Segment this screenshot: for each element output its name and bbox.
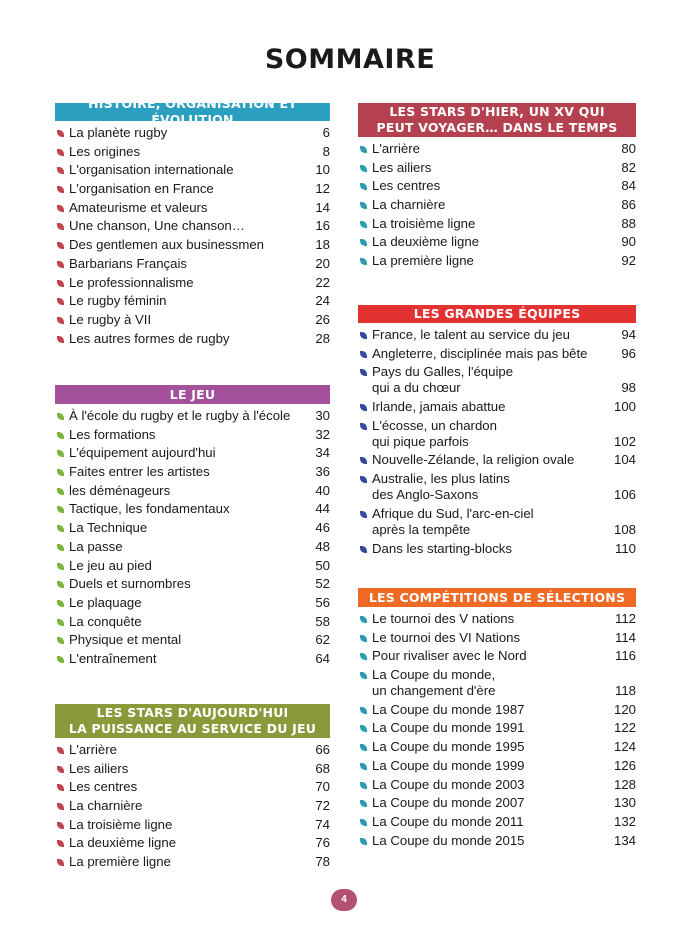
toc-entry[interactable] (55, 445, 330, 461)
leaf-bullet-icon (57, 619, 64, 626)
toc-entry-page: 130 (613, 795, 636, 811)
toc-entry-page: 120 (613, 701, 636, 717)
toc-entry-title: Les ailiers (372, 159, 432, 175)
toc-entry-title: L'équipement aujourd'hui (69, 445, 216, 461)
toc-entry-page: 8 (322, 143, 330, 159)
section-header-line: LES COMPÉTITIONS DE SÉLECTIONS (368, 589, 626, 605)
toc-entry-page: 18 (315, 237, 330, 253)
toc-entry-title: Le professionnalisme (69, 274, 194, 290)
toc-entry-title: Faites entrer les artistes (69, 464, 210, 480)
toc-entry-title: Duels et surnombres (69, 576, 191, 592)
toc-entry[interactable] (55, 144, 330, 160)
toc-entry-page: 16 (315, 218, 330, 234)
toc-entry-page: 48 (315, 538, 330, 554)
leaf-bullet-icon (57, 506, 64, 513)
section-header (358, 588, 636, 607)
leaf-bullet-icon (360, 635, 367, 642)
leaf-bullet-icon (57, 242, 64, 249)
toc-entry[interactable] (55, 483, 330, 499)
leaf-bullet-icon (57, 822, 64, 829)
page-title: SOMMAIRE (264, 44, 436, 75)
leaf-bullet-icon (57, 656, 64, 663)
toc-entry-title: La Coupe du monde 1991 (372, 720, 525, 736)
toc-entry[interactable] (358, 739, 636, 755)
toc-entry[interactable] (358, 758, 636, 774)
toc-entry[interactable] (55, 558, 330, 574)
section-header-line: LA PUISSANCE AU SERVICE DU JEU (68, 721, 317, 736)
toc-entry-title: Physique et mental (69, 632, 182, 648)
toc-entry-title: La deuxième ligne (69, 835, 177, 851)
toc-entry[interactable] (55, 854, 330, 870)
toc-entry-page: 116 (614, 648, 636, 664)
toc-entry-page: 34 (315, 445, 330, 461)
section-header-line: LES GRANDES ÉQUIPES (413, 306, 581, 321)
leaf-bullet-icon (57, 205, 64, 212)
entry-list (358, 141, 636, 269)
toc-entry-page: 70 (315, 779, 330, 795)
leaf-bullet-icon (57, 784, 64, 791)
leaf-bullet-icon (360, 838, 367, 845)
toc-entry-page: 26 (315, 311, 330, 327)
toc-entry-title: La deuxième ligne (372, 234, 480, 250)
toc-entry-title: L'organisation internationale (69, 162, 234, 178)
toc-entry-title: Des gentlemen aux businessmen (69, 237, 264, 253)
toc-entry[interactable] (358, 833, 636, 849)
toc-entry[interactable] (55, 427, 330, 443)
toc-entry-title: La première ligne (372, 253, 474, 269)
toc-entry-page: 90 (621, 234, 636, 250)
leaf-bullet-icon (360, 351, 367, 358)
toc-entry-page: 82 (621, 159, 636, 175)
leaf-bullet-icon (57, 149, 64, 156)
toc-entry-page: 52 (315, 576, 330, 592)
toc-entry-title: L'écosse, un chardon (372, 417, 497, 433)
toc-entry-page: 84 (621, 178, 636, 194)
toc-entry[interactable] (55, 761, 330, 777)
entry-list (358, 327, 636, 557)
leaf-bullet-icon (360, 258, 367, 265)
toc-entry-title: Les autres formes de rugby (69, 330, 230, 346)
toc-entry-page: 134 (613, 832, 636, 848)
toc-entry-title: La conquête (69, 613, 142, 629)
section-histoire (55, 96, 330, 349)
toc-entry-page: 74 (315, 816, 330, 832)
toc-entry[interactable] (358, 141, 636, 157)
toc-entry-title: Le tournoi des V nations (372, 611, 515, 626)
toc-entry-page: 50 (315, 557, 330, 573)
toc-entry-title: L'arrière (372, 141, 420, 156)
toc-entry-title: Dans les starting-blocks (372, 540, 512, 556)
toc-entry-title: qui a du chœur (372, 380, 461, 396)
leaf-bullet-icon (360, 653, 367, 660)
toc-entry-page: 28 (315, 330, 330, 346)
toc-entry[interactable] (358, 346, 636, 362)
leaf-bullet-icon (57, 488, 64, 495)
section-header-line: PEUT VOYAGER… DANS LE TEMPS (376, 120, 618, 135)
section-header (55, 385, 330, 404)
toc-entry-title: Les formations (69, 426, 156, 442)
leaf-bullet-icon (360, 221, 367, 228)
toc-entry-title: après la tempête (372, 521, 471, 537)
toc-entry-page: 108 (613, 521, 636, 537)
toc-entry[interactable] (55, 614, 330, 630)
page-number: 4 (331, 889, 357, 911)
leaf-bullet-icon (360, 476, 367, 483)
toc-entry[interactable] (55, 835, 330, 851)
toc-entry[interactable] (358, 506, 636, 538)
section-header-line: HISTOIRE, ORGANISATION ET ÉVOLUTION (88, 96, 297, 127)
entry-list (55, 408, 330, 667)
toc-entry-title: La charnière (69, 798, 143, 814)
toc-entry-title: La Coupe du monde 1999 (372, 757, 525, 773)
toc-entry-title: Le jeu au pied (69, 557, 152, 573)
leaf-bullet-icon (57, 525, 64, 532)
leaf-bullet-icon (57, 803, 64, 810)
leaf-bullet-icon (57, 747, 64, 754)
toc-entry-title: Irlande, jamais abattue (372, 399, 506, 415)
leaf-bullet-icon (360, 744, 367, 751)
toc-entry-page: 24 (315, 293, 330, 309)
toc-entry-title: L'entraînement (69, 650, 157, 666)
toc-entry-title: La première ligne (69, 854, 171, 870)
section-le-jeu (55, 385, 330, 670)
leaf-bullet-icon (360, 725, 367, 732)
toc-entry[interactable] (55, 312, 330, 328)
toc-entry-title: La Coupe du monde, (372, 667, 496, 683)
leaf-bullet-icon (360, 672, 367, 679)
toc-entry[interactable] (358, 399, 636, 415)
toc-entry-title: un changement d'ère (372, 683, 496, 699)
toc-entry[interactable] (358, 452, 636, 468)
toc-entry[interactable] (55, 256, 330, 272)
toc-entry-title: La charnière (372, 197, 446, 213)
leaf-bullet-icon (57, 766, 64, 773)
leaf-bullet-icon (57, 581, 64, 588)
toc-entry-title: La Coupe du monde 2003 (372, 776, 525, 792)
toc-entry-title: La Coupe du monde 1987 (372, 701, 525, 717)
toc-entry-title: Les ailiers (69, 760, 129, 776)
toc-entry[interactable] (358, 667, 636, 699)
toc-entry[interactable] (358, 178, 636, 194)
toc-entry-title: Tactique, les fondamentaux (69, 501, 230, 517)
toc-entry[interactable] (358, 234, 636, 250)
toc-entry-page: 72 (315, 798, 330, 814)
leaf-bullet-icon (360, 819, 367, 826)
leaf-bullet-icon (57, 600, 64, 607)
entry-list (358, 611, 636, 849)
toc-entry-title: Afrique du Sud, l'arc-en-ciel (372, 505, 534, 521)
toc-entry-page: 118 (614, 683, 636, 699)
toc-entry[interactable] (358, 720, 636, 736)
toc-entry-title: les déménageurs (69, 482, 171, 498)
toc-entry-page: 36 (315, 464, 330, 480)
toc-entry-page: 66 (315, 742, 330, 757)
toc-entry-page: 22 (315, 274, 330, 290)
toc-entry[interactable] (55, 218, 330, 234)
toc-entry-title: Le rugby féminin (69, 293, 167, 309)
toc-entry-page: 76 (315, 835, 330, 851)
toc-entry-title: À l'école du rugby et le rugby à l'école (69, 408, 291, 423)
toc-entry[interactable] (358, 648, 636, 664)
toc-entry[interactable] (55, 501, 330, 517)
leaf-bullet-icon (57, 450, 64, 457)
toc-entry-page: 102 (613, 433, 636, 449)
toc-entry-page: 78 (315, 854, 330, 870)
section-header-line: LE JEU (169, 386, 216, 402)
entry-list (55, 125, 330, 347)
leaf-bullet-icon (57, 261, 64, 268)
leaf-bullet-icon (57, 432, 64, 439)
toc-entry-page: 14 (315, 199, 330, 215)
toc-entry-title: des Anglo-Saxons (372, 487, 479, 503)
section-grandes-equipes (358, 305, 636, 559)
entry-list (55, 742, 330, 870)
leaf-bullet-icon (57, 298, 64, 305)
toc-entry[interactable] (358, 160, 636, 176)
leaf-bullet-icon (360, 800, 367, 807)
toc-entry[interactable] (55, 632, 330, 648)
toc-entry[interactable] (358, 197, 636, 213)
toc-entry[interactable] (55, 464, 330, 480)
section-stars-aujourdhui (55, 704, 330, 873)
section-header (358, 103, 636, 137)
leaf-bullet-icon (57, 223, 64, 230)
toc-entry-page: 46 (315, 520, 330, 536)
toc-entry-title: Barbarians Français (69, 255, 188, 271)
toc-entry[interactable] (358, 630, 636, 646)
toc-entry-page: 98 (621, 380, 636, 396)
toc-entry[interactable] (55, 539, 330, 555)
section-header-line: LES STARS D'AUJOURD'HUI (96, 705, 289, 720)
leaf-bullet-icon (360, 202, 367, 209)
leaf-bullet-icon (57, 469, 64, 476)
toc-entry-page: 112 (614, 611, 636, 626)
toc-entry-title: France, le talent au service du jeu (372, 327, 570, 342)
toc-entry-page: 44 (315, 501, 330, 517)
toc-entry-title: Pays du Galles, l'équipe (372, 364, 514, 380)
toc-entry-title: La Coupe du monde 2011 (372, 813, 524, 829)
leaf-bullet-icon (57, 859, 64, 866)
leaf-bullet-icon (57, 544, 64, 551)
section-header (55, 96, 330, 127)
toc-entry-page: 58 (315, 613, 330, 629)
toc-entry-title: La Coupe du monde 2007 (372, 795, 525, 811)
toc-entry-page: 32 (315, 426, 330, 442)
toc-entry[interactable] (55, 200, 330, 216)
toc-entry-page: 10 (315, 162, 330, 178)
toc-entry[interactable] (358, 418, 636, 450)
leaf-bullet-icon (57, 186, 64, 193)
toc-entry-page: 6 (322, 125, 330, 140)
toc-entry-page: 94 (621, 327, 636, 342)
leaf-bullet-icon (360, 763, 367, 770)
toc-entry-title: Les centres (69, 779, 138, 795)
toc-entry-title: Angleterre, disciplinée mais pas bête (372, 345, 588, 361)
toc-entry-title: La troisième ligne (69, 816, 173, 832)
toc-entry-title: La Coupe du monde 2015 (372, 832, 525, 848)
toc-entry[interactable] (55, 237, 330, 253)
toc-entry-page: 86 (621, 197, 636, 213)
leaf-bullet-icon (57, 130, 64, 137)
toc-entry[interactable] (358, 471, 636, 503)
toc-entry-page: 68 (315, 760, 330, 776)
toc-entry-page: 124 (613, 739, 636, 755)
toc-entry-page: 30 (315, 408, 330, 423)
leaf-bullet-icon (57, 167, 64, 174)
toc-entry[interactable] (55, 162, 330, 178)
toc-entry-page: 126 (613, 757, 636, 773)
toc-entry[interactable] (55, 293, 330, 309)
leaf-bullet-icon (360, 239, 367, 246)
toc-entry[interactable] (55, 817, 330, 833)
toc-entry[interactable] (358, 216, 636, 232)
leaf-bullet-icon (57, 317, 64, 324)
toc-entry[interactable] (358, 253, 636, 269)
toc-entry-title: Amateurisme et valeurs (69, 199, 208, 215)
toc-entry-page: 106 (613, 487, 636, 503)
leaf-bullet-icon (57, 563, 64, 570)
toc-entry[interactable] (55, 275, 330, 291)
toc-entry-page: 100 (613, 399, 636, 415)
toc-entry-title: Le rugby à VII (69, 311, 152, 327)
leaf-bullet-icon (360, 546, 367, 553)
toc-entry[interactable] (55, 331, 330, 347)
toc-entry-title: Le plaquage (69, 594, 142, 610)
leaf-bullet-icon (360, 165, 367, 172)
toc-entry[interactable] (358, 795, 636, 811)
toc-entry-title: Une chanson, Une chanson… (69, 218, 245, 234)
toc-entry-page: 80 (621, 141, 636, 156)
toc-entry[interactable] (358, 364, 636, 396)
toc-entry[interactable] (55, 651, 330, 667)
toc-entry[interactable] (55, 181, 330, 197)
toc-entry-page: 110 (614, 540, 636, 556)
toc-entry-page: 96 (621, 345, 636, 361)
toc-entry[interactable] (358, 814, 636, 830)
leaf-bullet-icon (57, 336, 64, 343)
leaf-bullet-icon (360, 404, 367, 411)
leaf-bullet-icon (360, 616, 367, 623)
toc-entry-page: 104 (613, 452, 636, 468)
toc-entry-page: 62 (315, 632, 330, 648)
toc-entry-page: 20 (315, 255, 330, 271)
toc-entry-page: 64 (315, 650, 330, 666)
toc-entry-page: 40 (315, 482, 330, 498)
toc-entry-page: 56 (315, 594, 330, 610)
toc-entry-title: Le tournoi des VI Nations (372, 629, 521, 645)
leaf-bullet-icon (360, 511, 367, 518)
toc-entry[interactable] (55, 520, 330, 536)
section-header-line: LES STARS D'HIER, UN XV QUI (389, 104, 605, 119)
toc-entry-title: Nouvelle-Zélande, la religion ovale (372, 452, 575, 468)
leaf-bullet-icon (360, 146, 367, 153)
toc-entry[interactable] (358, 611, 636, 627)
toc-entry-page: 122 (613, 720, 636, 736)
leaf-bullet-icon (360, 782, 367, 789)
leaf-bullet-icon (57, 413, 64, 420)
section-competitions (358, 588, 636, 851)
toc-entry-title: La Coupe du monde 1995 (372, 739, 525, 755)
leaf-bullet-icon (360, 332, 367, 339)
toc-entry[interactable] (55, 742, 330, 758)
toc-entry-page: 132 (613, 813, 636, 829)
toc-entry-page: 88 (621, 215, 636, 231)
toc-entry-title: La planète rugby (69, 125, 168, 140)
section-stars-hier (358, 103, 636, 272)
toc-entry[interactable] (358, 702, 636, 718)
toc-entry-title: La Technique (69, 520, 148, 536)
leaf-bullet-icon (57, 280, 64, 287)
toc-entry[interactable] (55, 798, 330, 814)
toc-entry[interactable] (55, 408, 330, 424)
leaf-bullet-icon (360, 423, 367, 430)
toc-entry-title: L'organisation en France (69, 181, 214, 197)
toc-entry[interactable] (358, 327, 636, 343)
section-header (358, 305, 636, 323)
toc-entry[interactable] (358, 541, 636, 557)
toc-entry-title: L'arrière (69, 742, 117, 757)
toc-entry-title: Pour rivaliser avec le Nord (372, 648, 527, 664)
toc-entry[interactable] (55, 595, 330, 611)
leaf-bullet-icon (360, 183, 367, 190)
toc-entry-title: La passe (69, 538, 123, 554)
leaf-bullet-icon (360, 707, 367, 714)
toc-entry[interactable] (55, 576, 330, 592)
toc-entry-page: 128 (613, 776, 636, 792)
toc-entry-title: qui pique parfois (372, 433, 469, 449)
toc-entry-page: 92 (621, 253, 636, 269)
toc-entry[interactable] (55, 779, 330, 795)
leaf-bullet-icon (360, 457, 367, 464)
toc-entry-page: 114 (614, 629, 636, 645)
toc-entry-title: Les origines (69, 143, 141, 159)
section-header (55, 704, 330, 738)
leaf-bullet-icon (57, 637, 64, 644)
toc-entry-title: Les centres (372, 178, 441, 194)
leaf-bullet-icon (57, 840, 64, 847)
toc-entry-title: Australie, les plus latins (372, 471, 510, 487)
toc-entry-title: La troisième ligne (372, 215, 476, 231)
toc-entry[interactable] (358, 777, 636, 793)
toc-entry-page: 12 (315, 181, 330, 197)
leaf-bullet-icon (360, 369, 367, 376)
